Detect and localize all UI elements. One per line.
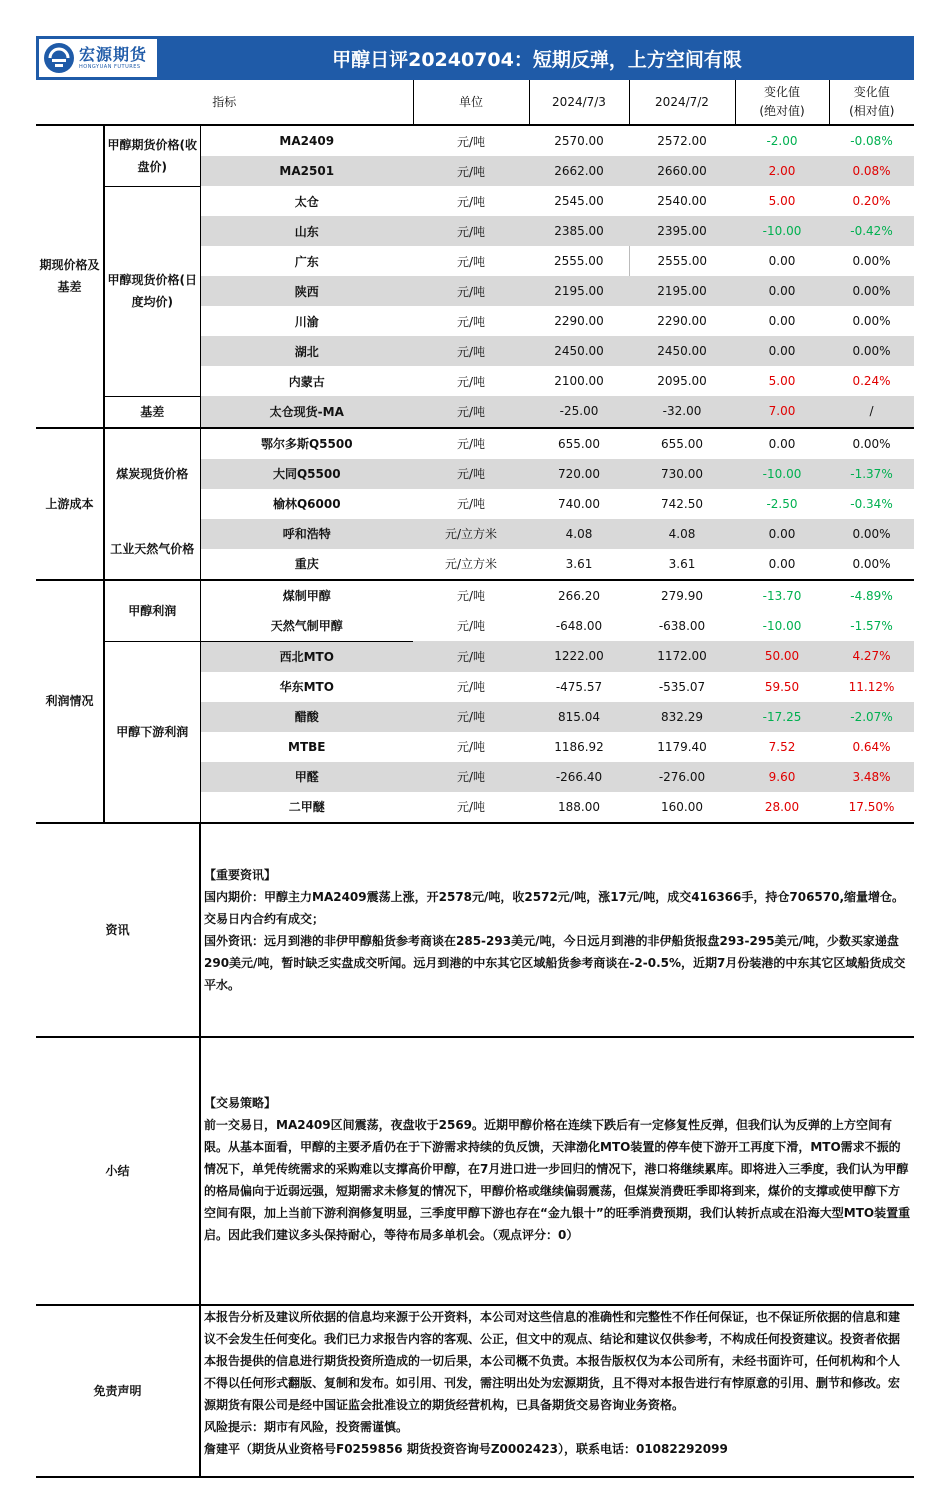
row-date1: 2195.00 bbox=[529, 276, 629, 306]
row-date2: 4.08 bbox=[629, 519, 735, 549]
row-unit: 元/吨 bbox=[456, 619, 486, 634]
row-rel: 0.08% bbox=[829, 156, 914, 186]
row-rel: 4.27% bbox=[829, 641, 914, 672]
row-date1: -266.40 bbox=[529, 762, 629, 792]
row-unit: 元/吨 bbox=[413, 156, 529, 186]
row-name: 川渝 bbox=[294, 314, 319, 329]
row-rel: 0.00% bbox=[852, 314, 891, 328]
row-rel: 0.00% bbox=[852, 254, 891, 268]
disclaimer-text: 本报告分析及建议所依据的信息均来源于公开资料，本公司对这些信息的准确性和完整性不作任何保证，也不保证所依据的信息和建议不会发生任何变化。我们已力求报告内容的客观、公正，但文中的观点、结论和建议仅供参考，不构成任何投资建议。投资者依据本报告提供的信息进行期货投资所造成的一切后果，本公司概不负责。本报告版权仅为本公司所有，未经书面许可，任何机构和个人不得以任何形式翻版、复制和发布。如引用、刊发，需注明出处为宏源期货，且不得对本报告进行有悖原意的引用、删节和修改。宏源期货有限公司是经中国证监会批准设立的期货经营机构，已具备期货交易咨询业务资格。 bbox=[204, 1309, 901, 1412]
logo-english: HONGYUAN FUTURES bbox=[79, 63, 141, 70]
row-date1: 2450.00 bbox=[529, 336, 629, 366]
row-abs: 5.00 bbox=[768, 374, 796, 388]
group-profit: 利润情况 bbox=[36, 580, 104, 823]
row-date2: 3.61 bbox=[629, 549, 735, 580]
row-rel: 17.50% bbox=[829, 792, 914, 823]
col-unit: 单位 bbox=[413, 80, 529, 125]
row-rel: 11.12% bbox=[848, 679, 895, 694]
row-date1: 2100.00 bbox=[554, 374, 604, 388]
row-unit: 元/吨 bbox=[456, 254, 486, 269]
row-name: 鄂尔多斯Q5500 bbox=[260, 437, 353, 451]
row-abs: 0.00 bbox=[735, 519, 829, 549]
row-rel: 0.00% bbox=[829, 549, 914, 580]
row-date2: 1179.40 bbox=[657, 739, 707, 754]
table-row bbox=[36, 396, 914, 428]
row-name: 内蒙古 bbox=[288, 374, 325, 389]
summary-strategy: 前一交易日，MA2409区间震荡，夜盘收于2569。近期甲醇价格在连续下跌后有一定修复性反弹，但我们认为反弹的上方空间有限。从基本面看，甲醇的主要矛盾仍在于下游需求持续的负反馈，天津渤化MTO装置的停车使下游开工再度下滑，MTO需求不振的情况下，单凭传统需求的采购难以支撑高价甲醇，在7月进口进一步回归的情况下，港口将继续累库。即将进入三季度，我们认为甲醇的格局偏向于近弱远强，短期需求未修复的情况下，甲醇价格或继续偏弱震荡，但煤炭消费旺季即将到来，煤价的支撑或使甲醇下方空间有限，加上当前下游利润修复明显，三季度甲醇下游也存在“金九银十”的旺季消费预期，我们认转折点或在沿海大型MTO装置重启。因此我们建议多头保持耐心，等待布局多单机会。（观点评分：0） bbox=[204, 1117, 911, 1242]
news-label: 资讯 bbox=[36, 823, 200, 1037]
row-name: MA2501 bbox=[200, 156, 413, 186]
row-date2: 2660.00 bbox=[629, 156, 735, 186]
row-date1: 1222.00 bbox=[529, 641, 629, 672]
row-abs: 2.00 bbox=[735, 156, 829, 186]
row-unit: 元/吨 bbox=[413, 702, 529, 732]
subgroup-spot-price: 甲醇现货价格(日度均价) bbox=[104, 186, 200, 396]
row-abs: 28.00 bbox=[735, 792, 829, 823]
row-rel: -0.08% bbox=[850, 134, 893, 148]
row-rel: 0.00% bbox=[829, 276, 914, 306]
row-abs: -17.25 bbox=[735, 702, 829, 732]
row-unit: 元/吨 bbox=[456, 437, 486, 451]
row-date1: 2385.00 bbox=[529, 216, 629, 246]
row-unit: 元/吨 bbox=[413, 641, 529, 672]
row-date1: -648.00 bbox=[555, 618, 603, 633]
row-name: 太仓现货-MA bbox=[200, 396, 413, 428]
row-unit: 元/吨 bbox=[456, 740, 486, 754]
row-rel: 0.24% bbox=[852, 374, 891, 388]
summary-label: 小结 bbox=[36, 1037, 200, 1305]
news-foreign: 国外资讯：远月到港的非伊甲醇船货参考商谈在285-293美元/吨，今日远月到港的非伊船货报盘293-295美元/吨，少数买家递盘290美元/吨，暂时缺乏实盘成交听闻。远月到港的中东其它区域船货参考商谈在-2-0.5%，近期7月份装港的中东其它区域船货成交平水。 bbox=[204, 933, 906, 992]
report-header bbox=[36, 36, 914, 80]
summary-section bbox=[36, 1037, 914, 1305]
report-frame bbox=[36, 36, 914, 1472]
summary-heading: 【交易策略】 bbox=[204, 1095, 277, 1110]
subgroup-gas-price: 工业天然气价格 bbox=[104, 519, 200, 580]
row-unit: 元/吨 bbox=[456, 589, 486, 603]
row-date2: 742.50 bbox=[661, 496, 703, 511]
methanol-table bbox=[36, 80, 914, 1478]
row-name: 湖北 bbox=[200, 336, 413, 366]
row-rel: 0.00% bbox=[852, 436, 891, 451]
row-date2: 832.29 bbox=[629, 702, 735, 732]
row-name: 榆林Q6000 bbox=[272, 497, 341, 511]
row-unit: 元/吨 bbox=[413, 459, 529, 489]
news-body bbox=[200, 823, 914, 1037]
subgroup-futures-price: 甲醇期货价格(收盘价) bbox=[104, 125, 200, 186]
row-abs: -10.00 bbox=[762, 618, 802, 633]
row-date2: 730.00 bbox=[629, 459, 735, 489]
row-abs: 7.00 bbox=[735, 396, 829, 428]
row-abs: 59.50 bbox=[764, 679, 800, 694]
row-name: 重庆 bbox=[200, 549, 413, 580]
col-date2: 2024/7/2 bbox=[629, 80, 735, 125]
company-logo bbox=[39, 39, 157, 77]
row-date1: 655.00 bbox=[558, 436, 600, 451]
row-abs: 9.60 bbox=[735, 762, 829, 792]
row-date1: 266.20 bbox=[558, 588, 600, 603]
row-unit: 元/吨 bbox=[413, 276, 529, 306]
table-row bbox=[36, 580, 914, 611]
row-abs: 7.52 bbox=[768, 739, 796, 754]
row-abs: -13.70 bbox=[762, 588, 802, 603]
row-date2: 279.90 bbox=[661, 588, 703, 603]
row-abs: 5.00 bbox=[768, 194, 796, 208]
row-rel: -0.34% bbox=[850, 496, 893, 511]
row-rel: -1.57% bbox=[850, 618, 893, 633]
row-date1: 1186.92 bbox=[554, 739, 604, 754]
row-date1: 720.00 bbox=[529, 459, 629, 489]
row-date2: 2555.00 bbox=[629, 246, 735, 276]
logo-emblem-icon bbox=[43, 42, 75, 74]
row-date1: -25.00 bbox=[529, 396, 629, 428]
news-section bbox=[36, 823, 914, 1037]
row-rel: -1.37% bbox=[829, 459, 914, 489]
row-date2: 2540.00 bbox=[657, 194, 707, 208]
row-abs: 0.00 bbox=[735, 276, 829, 306]
row-unit: 元/吨 bbox=[413, 216, 529, 246]
row-unit: 元/吨 bbox=[456, 374, 486, 389]
row-name: MTBE bbox=[288, 739, 326, 754]
row-abs: 0.00 bbox=[735, 549, 829, 580]
subgroup-methanol-profit: 甲醇利润 bbox=[104, 580, 200, 642]
row-unit: 元/吨 bbox=[413, 396, 529, 428]
row-rel: -0.42% bbox=[829, 216, 914, 246]
row-name: 大同Q5500 bbox=[200, 459, 413, 489]
row-name: 醋酸 bbox=[200, 702, 413, 732]
row-rel: / bbox=[829, 396, 914, 428]
table-row bbox=[36, 186, 914, 216]
row-rel: -4.89% bbox=[850, 588, 893, 603]
risk-warning: 风险提示：期市有风险，投资需谨慎。 bbox=[204, 1419, 409, 1434]
col-indicator: 指标 bbox=[36, 80, 413, 125]
table-row bbox=[36, 641, 914, 672]
news-heading: 【重要资讯】 bbox=[204, 867, 277, 882]
col-date1: 2024/7/3 bbox=[529, 80, 629, 125]
subgroup-coal-price: 煤炭现货价格 bbox=[104, 428, 200, 519]
row-date1: 2570.00 bbox=[554, 134, 604, 148]
group-futures-spot: 期现价格及基差 bbox=[36, 125, 104, 428]
row-abs: -2.50 bbox=[766, 496, 798, 511]
row-name: 广东 bbox=[294, 254, 319, 269]
subgroup-basis: 基差 bbox=[104, 396, 200, 428]
row-date1: 740.00 bbox=[558, 496, 600, 511]
row-name: 甲醛 bbox=[200, 762, 413, 792]
row-rel: -2.07% bbox=[829, 702, 914, 732]
row-name: 煤制甲醇 bbox=[282, 589, 331, 603]
row-date2: 2095.00 bbox=[657, 374, 707, 388]
row-name: MA2409 bbox=[279, 134, 335, 148]
col-abs-change: 变化值 (绝对值) bbox=[735, 80, 829, 125]
row-date2: -32.00 bbox=[629, 396, 735, 428]
row-name: 天然气制甲醇 bbox=[200, 611, 413, 642]
row-name: 西北MTO bbox=[200, 641, 413, 672]
row-abs: -10.00 bbox=[735, 216, 829, 246]
summary-body bbox=[200, 1037, 914, 1305]
disclaimer-label: 免责声明 bbox=[36, 1305, 200, 1477]
row-date2: 655.00 bbox=[661, 436, 703, 451]
row-unit: 元/吨 bbox=[456, 194, 486, 209]
disclaimer-section bbox=[36, 1305, 914, 1477]
row-date1: 2290.00 bbox=[554, 314, 604, 328]
row-date1: 4.08 bbox=[529, 519, 629, 549]
row-abs: 0.00 bbox=[768, 436, 796, 451]
news-domestic: 国内期价：甲醇主力MA2409震荡上涨，开2578元/吨，收2572元/吨，涨17元/吨，成交416366手，持仓706570,缩量增仓。交易日内合约有成交； bbox=[204, 889, 905, 926]
row-abs: 0.00 bbox=[768, 254, 796, 268]
row-abs: 0.00 bbox=[768, 314, 796, 328]
row-unit: 元/吨 bbox=[456, 134, 486, 149]
row-date2: 2195.00 bbox=[629, 276, 735, 306]
logo-chinese: 宏源期货 bbox=[79, 44, 148, 64]
analyst-contact: 詹建平（期货从业资格号F0259856 期货投资咨询号Z0002423），联系电话：01082292099 bbox=[204, 1441, 728, 1456]
table-row bbox=[36, 125, 914, 156]
row-name: 华东MTO bbox=[279, 680, 334, 694]
row-name: 太仓 bbox=[294, 194, 319, 209]
row-abs: 50.00 bbox=[735, 641, 829, 672]
row-rel: 3.48% bbox=[829, 762, 914, 792]
report-title: 甲醇日评20240704：短期反弹，上方空间有限 bbox=[332, 48, 742, 71]
row-date1: 815.04 bbox=[529, 702, 629, 732]
subgroup-downstream-profit: 甲醇下游利润 bbox=[104, 641, 200, 823]
row-date1: 2662.00 bbox=[529, 156, 629, 186]
row-rel: 0.00% bbox=[829, 336, 914, 366]
table-row bbox=[36, 519, 914, 549]
col-rel-change: 变化值 (相对值) bbox=[829, 80, 914, 125]
row-date2: 2572.00 bbox=[657, 134, 707, 148]
row-name: 呼和浩特 bbox=[200, 519, 413, 549]
table-row bbox=[36, 428, 914, 459]
row-date2: 1172.00 bbox=[629, 641, 735, 672]
row-date2: 2450.00 bbox=[629, 336, 735, 366]
row-unit: 元/立方米 bbox=[413, 519, 529, 549]
row-date1: 3.61 bbox=[529, 549, 629, 580]
row-unit: 元/吨 bbox=[413, 762, 529, 792]
row-date1: 2545.00 bbox=[554, 194, 604, 208]
row-date2: -638.00 bbox=[658, 618, 706, 633]
row-unit: 元/吨 bbox=[456, 680, 486, 694]
row-name: 山东 bbox=[200, 216, 413, 246]
row-rel: 0.00% bbox=[829, 519, 914, 549]
row-rel: 0.64% bbox=[852, 739, 891, 754]
row-date1: -475.57 bbox=[555, 679, 603, 694]
row-name: 陕西 bbox=[200, 276, 413, 306]
row-date1: 2555.00 bbox=[553, 254, 604, 268]
row-abs: 0.00 bbox=[735, 336, 829, 366]
row-unit: 元/吨 bbox=[413, 336, 529, 366]
row-date2: 2290.00 bbox=[657, 314, 707, 328]
row-unit: 元/吨 bbox=[456, 497, 486, 511]
row-unit: 元/吨 bbox=[413, 792, 529, 823]
row-date2: 2395.00 bbox=[629, 216, 735, 246]
row-date2: 160.00 bbox=[629, 792, 735, 823]
row-abs: -10.00 bbox=[735, 459, 829, 489]
row-date1: 188.00 bbox=[529, 792, 629, 823]
table-header-row bbox=[36, 80, 914, 125]
row-abs: -2.00 bbox=[766, 134, 798, 148]
row-date2: -276.00 bbox=[629, 762, 735, 792]
group-upstream-cost: 上游成本 bbox=[36, 428, 104, 580]
row-unit: 元/吨 bbox=[456, 314, 486, 329]
row-rel: 0.20% bbox=[852, 194, 891, 208]
row-date2: -535.07 bbox=[658, 679, 706, 694]
row-name: 二甲醚 bbox=[200, 792, 413, 823]
disclaimer-body bbox=[200, 1305, 914, 1477]
row-unit: 元/立方米 bbox=[413, 549, 529, 580]
